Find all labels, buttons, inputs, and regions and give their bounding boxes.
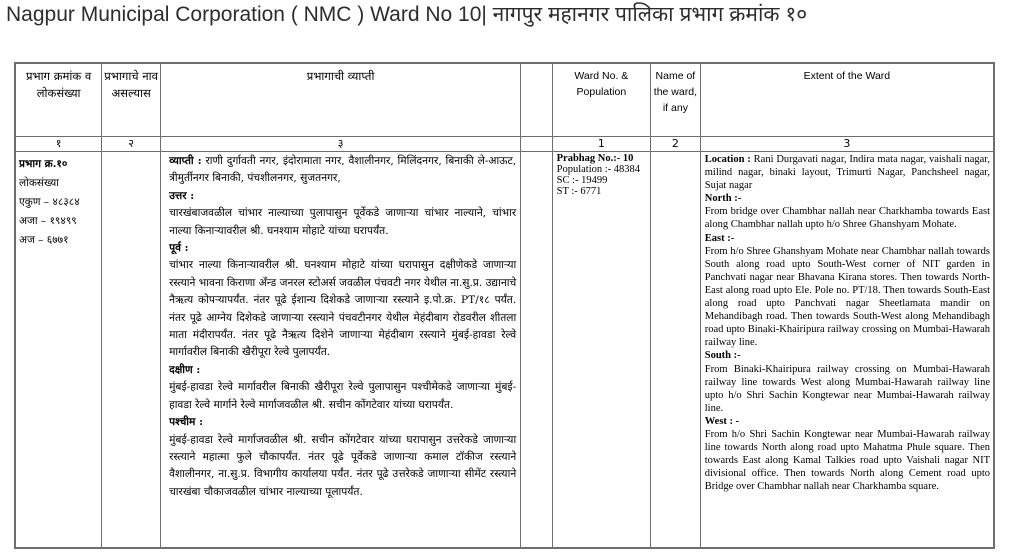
extent-text-south-mr: मुंबई-हावडा रेल्वे मार्गावरील बिनाकी खैरीपूरा रेल्वे पुलापासुन पश्चीमेकडे जाणाऱ्या मुंबई-हावडा रेल्वे मार्गाने रेल्वे मार्गाजवळील श्री. सचीन कोंगटेवार यांच्या घरापर्यंत. xyxy=(169,381,517,411)
extent-cell-mr xyxy=(161,152,521,548)
header-extent-en: Extent of the Ward xyxy=(700,64,993,137)
header-row xyxy=(16,64,994,137)
extent-heading-west-en: West : - xyxy=(704,415,740,427)
ward-population-cell-mr xyxy=(16,152,102,548)
header-ward-name-en: Name of the ward, if any xyxy=(651,64,701,137)
separator-cell xyxy=(521,137,552,152)
col-num-mr-3: ३ xyxy=(161,137,521,152)
extent-heading-south-en: South :- xyxy=(704,350,741,362)
population-en: Population :- 48384 xyxy=(556,164,641,175)
extent-mr-5 xyxy=(169,362,516,379)
col-num-en-2: 2 xyxy=(651,137,701,152)
extent-text-east-mr: चांभार नाल्या किनाऱ्यावरील श्री. घनश्याम मोहाटे यांच्या घरापासुन दक्षीणेकडे जाणाऱ्या रस्त्याने भावना किराणा अँन्ड जनरल स्टोअर्स जवळील पंचवटी नगर येथील ना.सु.प्र. उद्यानाचे नैऋत्य कोपऱ्यापर्यंत. नंतर पूढे ईशान्य दिशेकडे जाणाऱ्या रस्त्याने इ.पो.क्र. PT/१८ पर्यंत. नंतर पूढे आग्नेय दिशेकडे जाणाऱ्या रस्त्याने पंचवटीनगर येथील मेहंदीबाग रोडवरील शीतला माता मंदीरापर्यंत. नंतर पूढे नैऋत्य दिशेने जाणाऱ्या मेहंदीबाग रस्त्याने मुंबई-हावडा रेल्वे मार्गावरील बिनाकी खैरीपूरा रेल्वे पुलापर्यंत. xyxy=(169,259,517,359)
ward-label-mr: प्रभाग क्र.१० xyxy=(19,158,68,170)
extent-heading-location-mr: व्याप्ती : xyxy=(169,155,202,167)
extent-mr-2 xyxy=(169,205,516,240)
ward-population-cell-en xyxy=(552,152,650,548)
separator-cell xyxy=(521,152,552,548)
header-ward-name-mr: प्रभागाचे नाव असल्यास xyxy=(102,64,161,137)
sc-population-mr: अजा – १९४९९ xyxy=(19,215,77,227)
extent-text-location-en: Rani Durgavati nagar, Indira mata nagar, vaishali nagar, milind nagar, binaki layout, Trimurti Nagar, Panchsheel nagar, Sujat nagar xyxy=(704,154,991,192)
extent-text-west-en: From h/o Shri Sachin Kongtewar near Mumbai-Hawarah railway line towards North along road upto Mahatma Phule square. Then towards East along Kamal Talkies road upto Vaishali nagar NIT divisional office. Then towards North along Cement road upto Bridge over Chambhar nallah near Charkhamba square. xyxy=(704,428,990,493)
extent-mr-4 xyxy=(169,257,516,361)
extent-en-location xyxy=(705,153,990,192)
ward-name-cell-en xyxy=(651,152,701,548)
extent-mr-0 xyxy=(169,153,516,188)
extent-heading-west-mr: पश्चीम : xyxy=(169,416,203,429)
sc-population-en: SC :- 19499 xyxy=(556,175,608,186)
header-extent-mr: प्रभागाची व्याप्ती xyxy=(161,64,521,137)
st-population-mr: अज – ६७७१ xyxy=(19,234,69,246)
ward-document xyxy=(14,62,995,549)
extent-mr-1 xyxy=(169,188,516,205)
column-number-row xyxy=(16,137,994,152)
extent-heading-north-mr: उत्तर : xyxy=(169,189,195,202)
ward-table xyxy=(15,63,994,548)
col-num-en-3: 3 xyxy=(700,137,993,152)
extent-text-west-mr: मुंबई-हावडा रेल्वे मार्गाजवळील श्री. सचीन कोंगटेवार यांच्या घरापासुन उत्तरेकडे जाणाऱ्या रस्त्याने महात्मा फुले चौकापर्यंत. नंतर पूढे पूर्वेकडे जाणाऱ्या कमाल टॉकीज रस्त्याने वैशालीनगर, ना.सु.प्र. विभागीय कार्यालया पर्यंत. नंतर पूढे उत्तरेकडे जाणाऱ्या सीमेंट रस्त्याने चारखंबा चौकाजवळील चांभार नाल्याच्या पूलापर्यंत. xyxy=(169,433,517,498)
extent-text-location-mr: राणी दुर्गावती नगर, इंदोरामाता नगर, वैशालीनगर, मिलिंदनगर, बिनाकी ले-आऊट, त्रीमुर्तीनगर बिनाकी, पंचशीलनगर, सुजतनगर, xyxy=(169,155,517,185)
extent-heading-north-en: North :- xyxy=(704,193,742,205)
page-title: Nagpur Municipal Corporation ( NMC ) Ward No 10| नागपुर महानगर पालिका प्रभाग क्रमांक १० xyxy=(6,3,808,26)
extent-heading-south-mr: दक्षीण : xyxy=(169,363,201,376)
extent-text-north-mr: चारखंबाजवळील चांभार नाल्याच्या पुलापासुन पूर्वेकडे जाणाऱ्या चांभार नाल्याने, चांभार नाल्या किनाऱ्यावरील श्री. घनश्याम मोहाटे यांच्या घरापर्यंत. xyxy=(169,207,517,237)
extent-heading-east-en: East :- xyxy=(704,232,735,244)
population-label-mr: लोकसंख्या xyxy=(19,177,59,189)
extent-mr-8 xyxy=(169,432,516,502)
separator-cell xyxy=(521,64,552,137)
extent-mr-3 xyxy=(169,240,516,257)
col-num-mr-1: १ xyxy=(16,137,102,152)
header-ward-population-mr: प्रभाग क्रमांक व लोकसंख्या xyxy=(16,64,102,137)
total-population-mr: एकुण – ४८३८४ xyxy=(19,196,80,208)
ward-name-cell-mr xyxy=(102,152,161,548)
col-num-mr-2: २ xyxy=(102,137,161,152)
extent-mr-7 xyxy=(169,414,516,431)
extent-cell-en xyxy=(700,152,993,548)
extent-heading-east-mr: पूर्व : xyxy=(169,242,189,255)
header-ward-population-en: Ward No. & Population xyxy=(552,64,650,137)
prabhag-number-en: Prabhag No.:- 10 xyxy=(556,153,634,164)
content-row xyxy=(16,152,994,548)
extent-text-east-en: From h/o Shree Ghanshyam Mohate near Chambhar nallah towards South along road upto South-West corner of NIT garden in Panchvati nagar near Bhavana Kirana stores. Then towards North-East along road upto Ele. Pole no. PT/18. Then towards South-East along road upto Panchvati nagar Sheetlamata mandir on Mehandibagh road. Then towards South-West along Mehandibagh road upto Binaki-Khairipura railway crossing on Mumbai-Hawarah railway line. xyxy=(704,245,990,349)
extent-heading-location-en: Location : xyxy=(704,154,751,165)
st-population-en: ST :- 6771 xyxy=(556,186,602,197)
extent-mr-6 xyxy=(169,379,516,414)
extent-text-north-en: From bridge over Chambhar nallah near Charkhamba towards East along Chambhar nallah upto h/o Shree Ghanshyam Mohate. xyxy=(704,206,990,231)
col-num-en-1: 1 xyxy=(552,137,650,152)
extent-text-south-en: From Binaki-Khairipura railway crossing on Mumbai-Hawarah railway line towards West along Mumbai-Hawarah railway line upto h/o Shri Sachin Kongtewar near Mumbai-Hawarah railway line. xyxy=(704,363,990,414)
